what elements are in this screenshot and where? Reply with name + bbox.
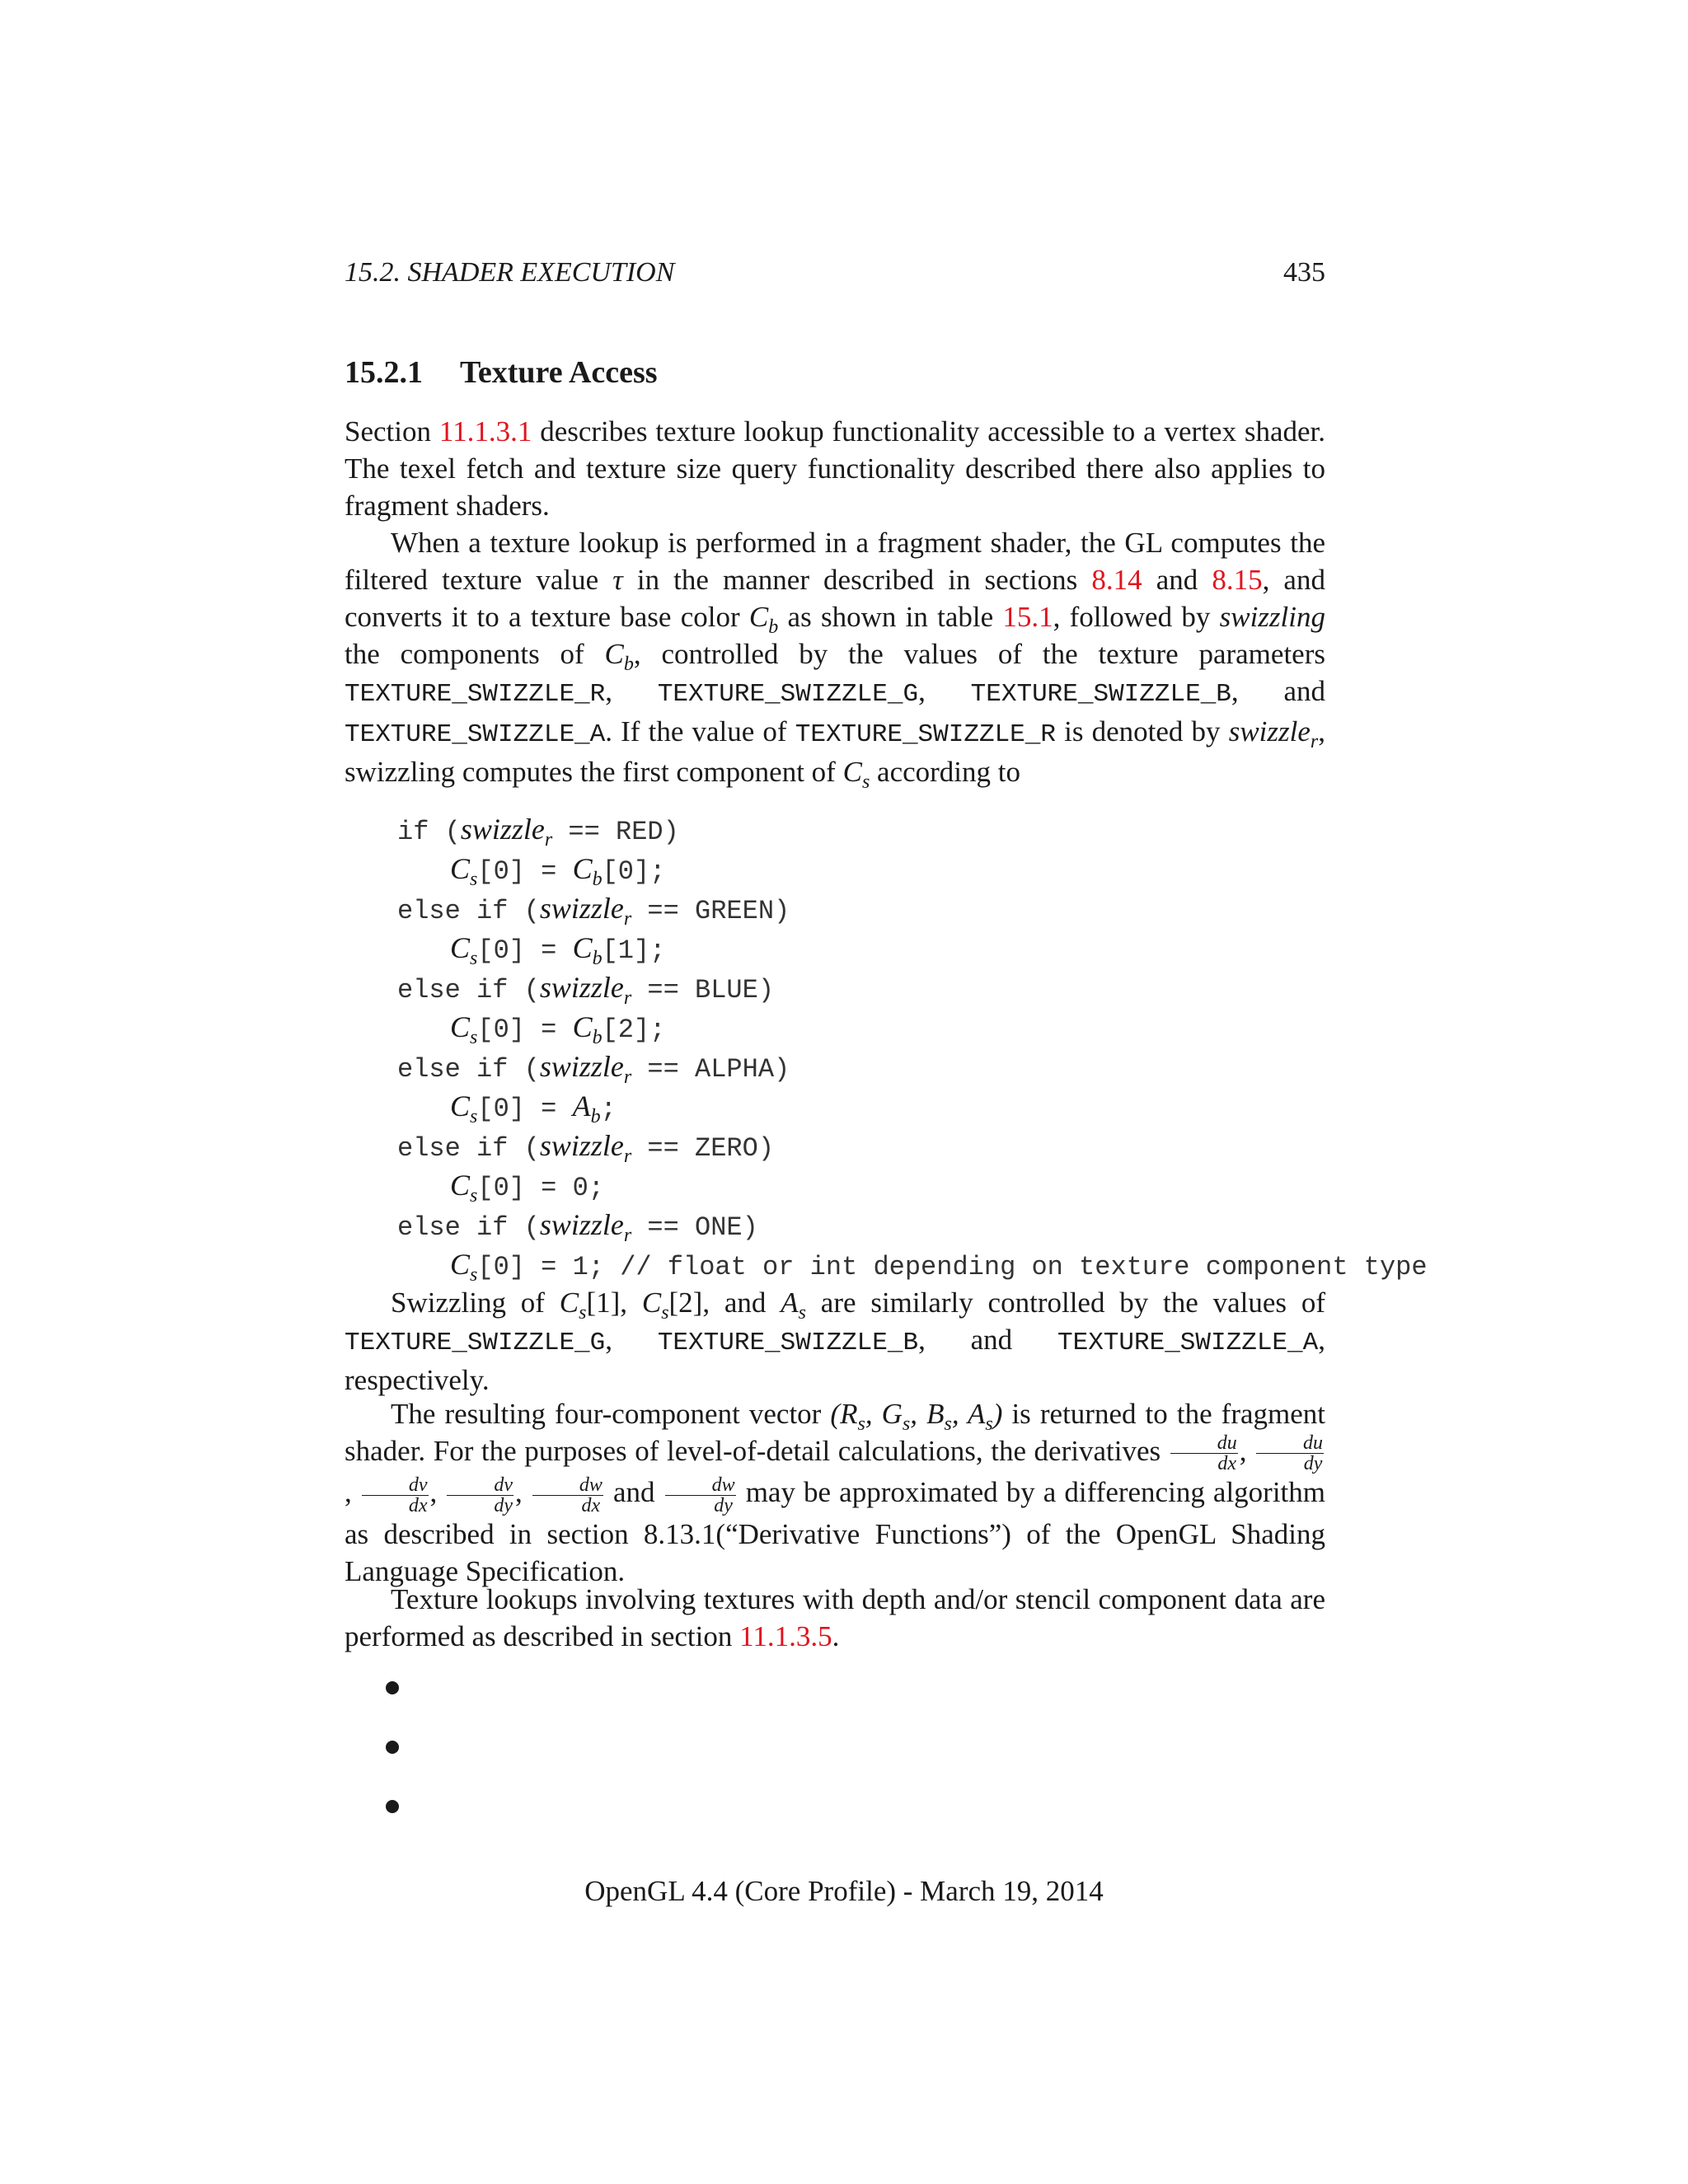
code-tail: [1];	[602, 935, 666, 966]
paragraph-result-vector	[345, 1395, 1325, 1590]
math-var: C	[559, 1286, 579, 1319]
math-var: swizzle	[539, 971, 624, 1004]
math-swizzle-r	[539, 892, 632, 930]
code-assign: [0] =	[477, 856, 573, 887]
math-swizzle-r	[539, 971, 632, 1010]
code-line	[397, 930, 1428, 969]
code-tail: 0;	[572, 1173, 604, 1203]
math-tau: τ	[612, 564, 623, 596]
page-footer: OpenGL 4.4 (Core Profile) - March 19, 2014	[584, 1875, 1104, 1907]
math-var: C	[450, 1010, 471, 1043]
denominator: dy	[1303, 1453, 1323, 1475]
code-line	[397, 851, 1428, 890]
fraction-dw-dx	[532, 1475, 603, 1516]
numerator: dv	[362, 1475, 429, 1496]
code-compare: == GREEN)	[631, 896, 790, 926]
text: the components of	[345, 638, 605, 670]
paragraph-depth-stencil	[345, 1581, 1325, 1655]
page-number: 435	[1283, 257, 1325, 288]
code-keyword: else if (	[397, 975, 540, 1005]
text: in the manner described in sections	[622, 564, 1092, 596]
math-rhs	[572, 931, 603, 970]
math-var: C	[748, 601, 769, 633]
numerator: du	[1170, 1433, 1238, 1454]
paragraph-texture-lookup	[345, 524, 1326, 793]
denominator: dx	[408, 1494, 428, 1516]
token-swizzle-a: TEXTURE_SWIZZLE_A	[1057, 1329, 1319, 1357]
code-keyword: else if (	[397, 1133, 540, 1164]
math-var: C	[450, 1248, 471, 1281]
text: ,	[605, 675, 658, 707]
denominator: dy	[714, 1494, 733, 1516]
text: may be approximated by a differencing algorithm as described in section 8.13.1(“Derivative Functions”) of the OpenGL Shading Language Specification.	[345, 1476, 1325, 1587]
math-result-vector	[830, 1398, 1003, 1435]
math-var: swizzle	[539, 892, 624, 925]
code-tail: ;	[600, 1094, 617, 1124]
math-rhs	[572, 1090, 601, 1128]
math-var: swizzle	[460, 813, 545, 846]
text: [2], and	[668, 1286, 781, 1319]
math-var: C	[450, 1090, 471, 1122]
math-sub: s	[470, 948, 478, 970]
math-sub: r	[544, 829, 553, 851]
code-line	[397, 1167, 1428, 1207]
code-block	[397, 811, 1428, 1286]
code-compare: == ONE)	[631, 1212, 758, 1243]
math-cs	[450, 1169, 478, 1207]
token-swizzle-g: TEXTURE_SWIZZLE_G	[345, 1329, 606, 1357]
math-sub: s	[579, 1302, 587, 1324]
math-swizzle-r	[460, 813, 553, 851]
math-swizzle-r	[539, 1208, 632, 1247]
math-var: swizzle	[539, 1129, 624, 1162]
token-swizzle-b: TEXTURE_SWIZZLE_B	[657, 1329, 919, 1357]
math-sub: r	[623, 1066, 632, 1089]
math-rhs	[572, 852, 603, 891]
running-head-section: 15.2. SHADER EXECUTION	[345, 257, 675, 288]
code-keyword: if (	[397, 817, 461, 847]
math-swizzle-r	[1228, 715, 1319, 752]
code-line	[397, 1246, 1428, 1286]
math-sub: s	[857, 1413, 865, 1435]
math-sub: s	[470, 869, 478, 891]
section-link-8-14[interactable]: 8.14	[1091, 564, 1142, 596]
code-line	[397, 1127, 1428, 1167]
text: Section	[345, 415, 439, 448]
math-part: , G	[865, 1398, 903, 1430]
math-sub: s	[861, 771, 870, 793]
math-sub: r	[623, 908, 632, 930]
math-swizzle-r	[539, 1129, 632, 1168]
math-sub: b	[592, 948, 603, 970]
text: [1],	[586, 1286, 642, 1319]
math-part: )	[992, 1398, 1003, 1430]
math-sub: s	[985, 1413, 993, 1435]
fraction-du-dx	[1170, 1433, 1238, 1474]
token-swizzle-b: TEXTURE_SWIZZLE_B	[970, 680, 1231, 709]
code-assign: [0] =	[477, 1252, 573, 1282]
math-sub: s	[470, 1185, 478, 1207]
code-tail: [0];	[602, 856, 666, 887]
math-sub: s	[470, 1106, 478, 1128]
text: , respectively.	[345, 1324, 1325, 1396]
fraction-du-dy	[1256, 1433, 1324, 1474]
math-var: C	[450, 852, 471, 885]
math-sub: s	[470, 1264, 478, 1286]
code-assign: [0] =	[477, 935, 573, 966]
table-link-15-1[interactable]: 15.1	[1002, 601, 1053, 633]
text: Texture lookups involving textures with depth and/or stencil component data are performed as described in section	[345, 1583, 1325, 1652]
fraction-dv-dx	[362, 1475, 429, 1516]
math-sub: s	[798, 1302, 806, 1324]
math-sub: b	[592, 869, 603, 891]
paragraph-intro	[345, 413, 1325, 524]
math-var: swizzle	[539, 1050, 624, 1083]
math-var: C	[641, 1286, 662, 1319]
math-var: swizzle	[1228, 715, 1311, 748]
text: Swizzling of	[391, 1286, 560, 1319]
numerator: dw	[532, 1475, 603, 1496]
term-swizzling: swizzling	[1219, 601, 1325, 633]
section-link-8-15[interactable]: 8.15	[1212, 564, 1263, 596]
math-sub: r	[623, 987, 632, 1010]
math-cs	[559, 1286, 587, 1324]
code-keyword: else if (	[397, 896, 540, 926]
math-part: , B	[910, 1398, 945, 1430]
text: .	[832, 1620, 840, 1652]
bullet-item	[386, 1741, 399, 1754]
text: ,	[515, 1476, 531, 1509]
text: is returned to the fragment shader. For the purposes of level-of-detail calculations, the derivatives	[345, 1398, 1326, 1467]
math-cs	[450, 852, 478, 891]
text: , controlled by the values of the texture parameters	[633, 638, 1325, 670]
bullet-item	[386, 1800, 399, 1813]
math-var: A	[572, 1090, 591, 1122]
math-cb	[604, 638, 634, 675]
math-var: C	[450, 1169, 471, 1202]
text: , and converts it to a texture base color	[345, 564, 1325, 633]
math-sub: b	[623, 654, 634, 675]
math-sub: b	[590, 1106, 601, 1128]
section-title: Texture Access	[460, 355, 658, 390]
code-keyword: else if (	[397, 1212, 540, 1243]
code-assign: [0] =	[477, 1094, 573, 1124]
math-cb	[748, 601, 779, 638]
text: ,	[1239, 1435, 1255, 1467]
math-cs	[450, 1010, 478, 1049]
math-sub: r	[623, 1146, 632, 1168]
math-cs	[641, 1286, 669, 1324]
text: ,	[345, 1476, 360, 1509]
paragraph-swizzling	[345, 1284, 1325, 1399]
code-line	[397, 1009, 1428, 1048]
text: When a texture lookup is performed in a fragment shader, the GL computes the filtered texture value	[345, 527, 1325, 596]
running-head	[345, 257, 1325, 288]
math-as	[781, 1286, 806, 1324]
code-line	[397, 1088, 1428, 1127]
text: are similarly controlled by the values of	[805, 1286, 1325, 1319]
math-swizzle-r	[539, 1050, 632, 1089]
math-sub: b	[768, 616, 779, 638]
text: is denoted by	[1056, 715, 1229, 748]
math-sub: s	[470, 1027, 478, 1049]
math-var: C	[450, 931, 471, 964]
bullet-item	[386, 1681, 399, 1694]
code-line	[397, 811, 1428, 851]
code-line	[397, 1207, 1428, 1246]
text: as shown in table	[778, 601, 1003, 633]
math-var: C	[572, 852, 593, 885]
token-swizzle-a: TEXTURE_SWIZZLE_A	[345, 720, 606, 749]
section-link-11-1-3-5[interactable]: 11.1.3.5	[739, 1620, 832, 1652]
code-compare: == BLUE)	[631, 975, 775, 1005]
math-cs	[450, 931, 478, 970]
code-compare: == ZERO)	[631, 1133, 775, 1164]
math-sub: s	[944, 1413, 952, 1435]
denominator: dx	[581, 1494, 601, 1516]
code-tail: [2];	[602, 1015, 666, 1045]
math-sub: s	[661, 1302, 669, 1324]
numerator: du	[1256, 1433, 1324, 1454]
text: , followed by	[1053, 601, 1220, 633]
math-sub: b	[592, 1027, 603, 1049]
text: . If the value of	[605, 715, 795, 748]
denominator: dx	[1217, 1453, 1237, 1475]
math-part: (R	[830, 1398, 858, 1430]
text: ,	[918, 675, 971, 707]
math-var: A	[781, 1286, 799, 1319]
text: describes texture lookup functionality accessible to a vertex shader. The texel fetch and texture size query functionality described there also applies to fragment shaders.	[345, 415, 1326, 522]
text: , and	[1231, 675, 1326, 707]
code-keyword: else if (	[397, 1054, 540, 1085]
math-var: C	[842, 756, 862, 788]
fraction-dw-dy	[665, 1475, 736, 1516]
section-link-11-1-3-1[interactable]: 11.1.3.1	[438, 415, 532, 448]
token-swizzle-r: TEXTURE_SWIZZLE_R	[345, 680, 606, 709]
section-heading	[345, 354, 658, 391]
text: and	[604, 1476, 663, 1509]
code-line	[397, 969, 1428, 1009]
text: ,	[429, 1476, 446, 1509]
code-assign: [0] =	[477, 1173, 573, 1203]
code-tail: 1; // float or int depending on texture component type	[572, 1252, 1428, 1282]
text: , swizzling computes the first component of	[345, 715, 1325, 788]
math-cs	[842, 756, 870, 793]
math-var: C	[572, 1010, 593, 1043]
math-cs	[450, 1248, 478, 1286]
text: ,	[605, 1324, 658, 1356]
math-sub: r	[1310, 731, 1319, 752]
token-swizzle-g: TEXTURE_SWIZZLE_G	[657, 680, 919, 709]
code-compare: == RED)	[552, 817, 679, 847]
code-assign: [0] =	[477, 1015, 573, 1045]
fraction-dv-dy	[447, 1475, 513, 1516]
text: and	[1142, 564, 1212, 596]
text: , and	[918, 1324, 1057, 1356]
code-line	[397, 1048, 1428, 1088]
numerator: dw	[665, 1475, 736, 1496]
denominator: dy	[494, 1494, 513, 1516]
math-var: C	[604, 638, 624, 670]
math-sub: s	[902, 1413, 911, 1435]
math-sub: r	[623, 1225, 632, 1247]
token-swizzle-r: TEXTURE_SWIZZLE_R	[795, 720, 1056, 749]
code-line	[397, 890, 1428, 930]
math-part: , A	[951, 1398, 986, 1430]
text: The resulting four-component vector	[391, 1398, 831, 1430]
numerator: dv	[447, 1475, 513, 1496]
code-compare: == ALPHA)	[631, 1054, 790, 1085]
text: according to	[870, 756, 1021, 788]
section-number: 15.2.1	[345, 355, 423, 390]
math-var: swizzle	[539, 1208, 624, 1241]
math-cs	[450, 1090, 478, 1128]
math-var: C	[572, 931, 593, 964]
math-rhs	[572, 1010, 603, 1049]
